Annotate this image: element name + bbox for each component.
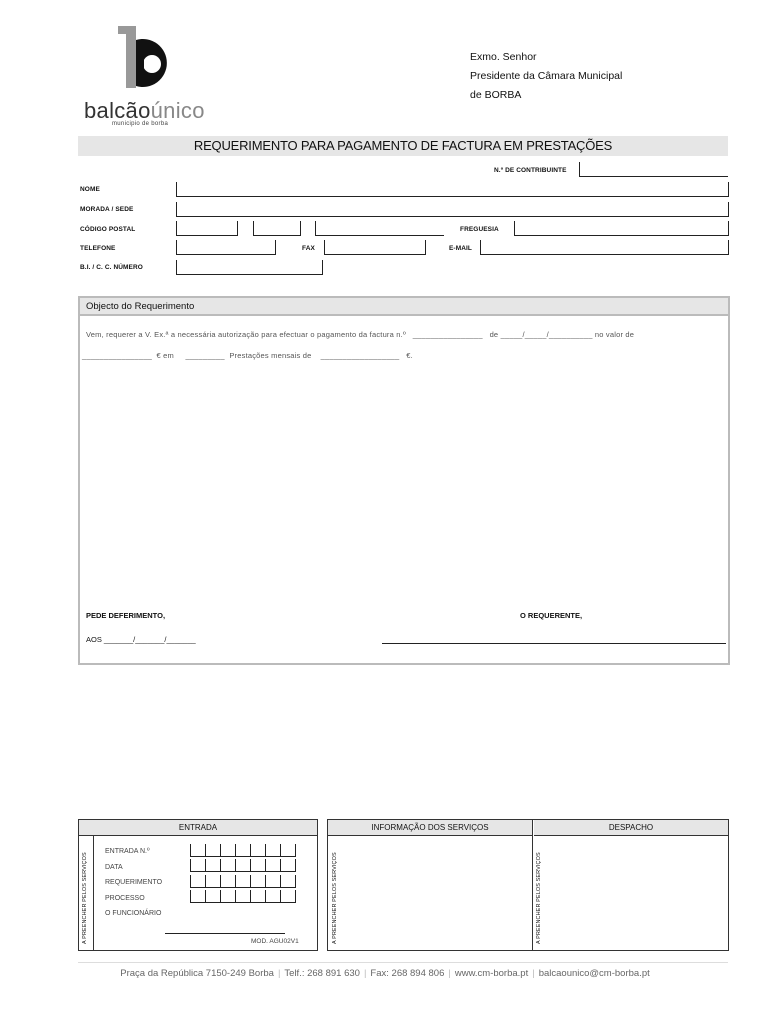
footer-web-link[interactable]: www.cm-borba.pt	[454, 968, 529, 979]
informacao-heading: INFORMAÇÃO DOS SERVIÇOS	[328, 820, 533, 836]
codigo-postal-label: CÓDIGO POSTAL	[80, 226, 136, 233]
entrada-item-data: DATA	[105, 864, 123, 871]
footer: Praça da República 7150-249 Borba | Telf.: 268 891 630 | Fax: 268 894 806 | www.cm-borba.pt | balcaounico@cm-borba.pt	[120, 968, 650, 979]
freguesia-field[interactable]	[514, 221, 729, 236]
num-prestacoes-blank[interactable]: _________	[185, 351, 225, 360]
contribuinte-field[interactable]	[579, 162, 728, 177]
entrada-panel	[78, 819, 318, 951]
footer-phone: Telf.: 268 891 630	[284, 968, 360, 979]
requerente-signature-line[interactable]	[382, 643, 726, 644]
entrada-processo-boxes[interactable]	[190, 890, 296, 903]
valor-prestacao-blank[interactable]: __________________	[320, 351, 400, 360]
telefone-label: TELEFONE	[80, 245, 116, 252]
valor-blank[interactable]: ________________	[82, 351, 152, 360]
entrada-divider	[93, 836, 94, 950]
objecto-heading: Objecto do Requerimento	[80, 298, 728, 316]
entrada-item-processo: PROCESSO	[105, 895, 145, 902]
email-field[interactable]	[480, 240, 729, 255]
telefone-field[interactable]	[176, 240, 276, 255]
entrada-requerimento-boxes[interactable]	[190, 875, 296, 888]
objecto-section	[78, 296, 730, 665]
codigo-postal-localidade-field[interactable]	[315, 221, 444, 236]
morada-field[interactable]	[176, 202, 729, 217]
mod-code: MOD. AGU02V1	[251, 938, 299, 945]
email-label: E-MAIL	[449, 245, 472, 252]
fax-field[interactable]	[324, 240, 426, 255]
pede-deferimento-label: PEDE DEFERIMENTO,	[86, 611, 166, 620]
informacao-side-label: A PREENCHER PELOS SERVIÇOS	[332, 852, 338, 944]
footer-address: Praça da República 7150-249 Borba	[120, 968, 274, 979]
addressee-block	[470, 48, 622, 105]
despacho-heading: DESPACHO	[534, 820, 728, 836]
footer-email-link[interactable]: balcaounico@cm-borba.pt	[538, 968, 650, 979]
objecto-line-1: Vem, requerer a V. Ex.ª a necessária autorização para efectuar o pagamento da factura n.º ________________ de _____/_____/__________ no valor de	[86, 330, 635, 339]
requerente-label: O REQUERENTE,	[520, 611, 583, 620]
aos-date-field[interactable]: AOS _______/_______/_______	[86, 635, 196, 644]
entrada-heading: ENTRADA	[79, 820, 317, 836]
entrada-item-numero: ENTRADA N.º	[105, 848, 150, 855]
address-line-2: Presidente da Câmara Municipal	[470, 70, 623, 82]
entrada-item-funcionario: O FUNCIONÁRIO	[105, 910, 162, 917]
contribuinte-label: N.º DE CONTRIBUINTE	[494, 167, 567, 174]
fax-label: FAX	[302, 245, 315, 252]
footer-fax: Fax: 268 894 806	[370, 968, 445, 979]
freguesia-label: FREGUESIA	[460, 226, 499, 233]
nome-label: NOME	[80, 186, 100, 193]
entrada-data-boxes[interactable]	[190, 859, 296, 872]
balcao-unico-logo-icon	[118, 26, 180, 88]
bi-field[interactable]	[176, 260, 323, 275]
codigo-postal-field-2[interactable]	[253, 221, 301, 236]
objecto-line-2: ________________ € em _________ Prestações mensais de __________________ €.	[82, 351, 413, 360]
logo-tagline: municipio de borba	[112, 121, 169, 127]
footer-rule	[78, 962, 728, 963]
entrada-item-requerimento: REQUERIMENTO	[105, 879, 163, 886]
codigo-postal-field-1[interactable]	[176, 221, 238, 236]
servicos-divider	[532, 820, 533, 950]
servicos-panel	[327, 819, 729, 951]
factura-date-value-blank[interactable]: de _____/_____/__________ no valor de	[489, 330, 635, 339]
logo-wordmark: balcãoúnico	[84, 98, 205, 123]
factura-number-blank[interactable]: ________________	[412, 330, 483, 339]
entrada-side-label: A PREENCHER PELOS SERVIÇOS	[82, 852, 88, 944]
nome-field[interactable]	[176, 182, 729, 197]
funcionario-signature-line[interactable]	[165, 933, 285, 934]
form-title: REQUERIMENTO PARA PAGAMENTO DE FACTURA EM PRESTAÇÕES	[78, 136, 728, 156]
entrada-numero-boxes[interactable]	[190, 844, 296, 857]
address-line-1: Exmo. Senhor	[470, 51, 537, 63]
despacho-side-label: A PREENCHER PELOS SERVIÇOS	[536, 852, 542, 944]
morada-label: MORADA / SEDE	[80, 206, 134, 213]
address-line-3: de BORBA	[470, 89, 522, 101]
bi-label: B.I. / C. C. NÚMERO	[80, 264, 143, 271]
